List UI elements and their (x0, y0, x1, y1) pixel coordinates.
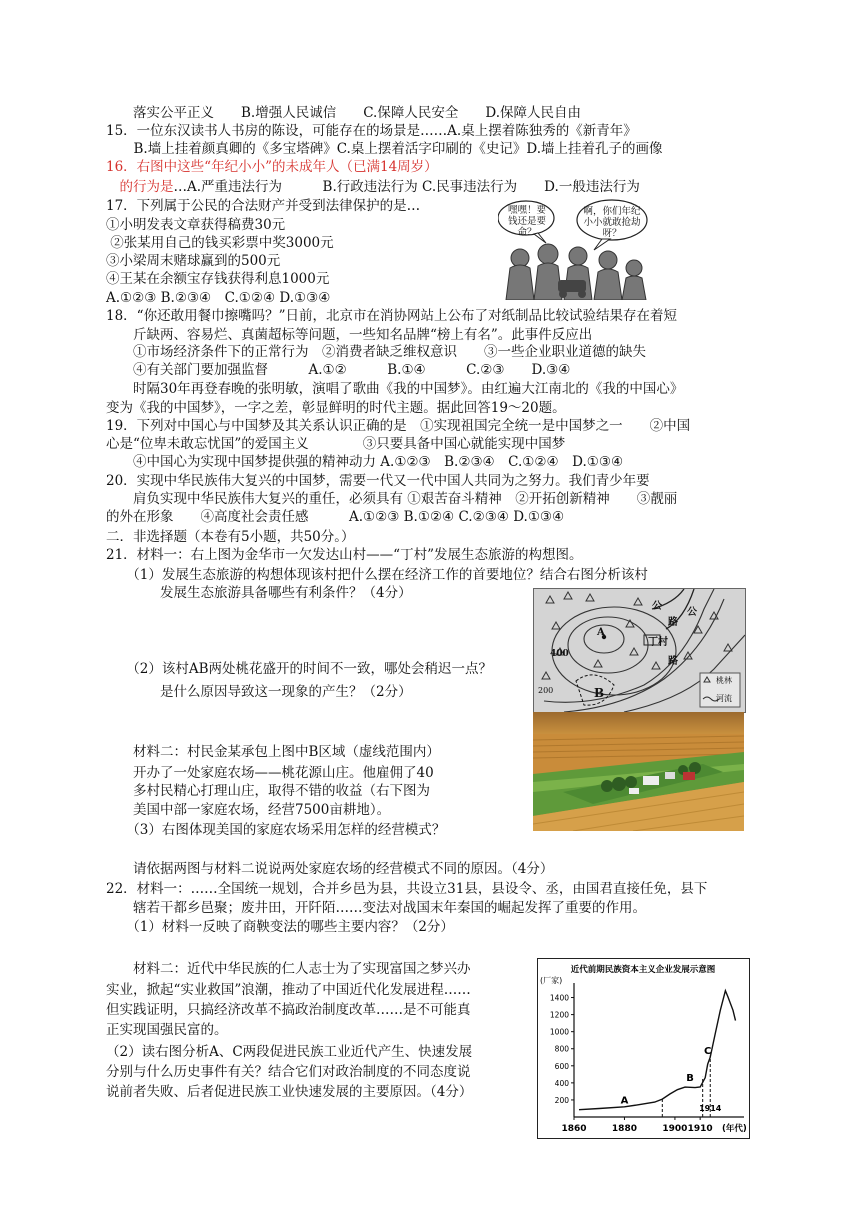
point-a-label: A (597, 627, 605, 638)
chart-y-tick-0: 200 (554, 1095, 569, 1105)
text-line-16: 时隔30年再登春晚的张明敏，演唱了歌曲《我的中国梦》。由红遍大江南北的《我的中国心》 (106, 381, 684, 397)
text-line-13: 斤缺两、容易烂、真菌超标等问题，一些知名品牌“榜上有名”。此事件反应出 (106, 327, 593, 343)
text-line-20: ④中国心为实现中国梦提供强的精神动力 A.①②③ B.②③④ C.①②④ D.①③④ (106, 454, 624, 470)
text-line-17: 变为《我的中国梦》，一字之差，彰显鲜明的时代主题。据此回答19～20题。 (106, 400, 566, 416)
road-char-1: 公 (652, 601, 662, 612)
text-line-3: B.墙上挂着颜真卿的《多宝塔碑》C.桌上摆着活字印刷的《史记》D.墙上挂着孔子的画像 (120, 141, 663, 157)
bubble-right-text: 啊，你们年纪小小就敢抢劫呀？ (583, 206, 641, 239)
contour-map (533, 588, 746, 713)
chart-y-tick-5: 1200 (549, 1010, 569, 1020)
text-line-9: ③小梁周末赌球赢到的500元 (106, 253, 281, 269)
text-line-22: 肩负实现中华民族伟大复兴的重任，必须具有 ①艰苦奋斗精神 ②开拓创新精神 ③靓丽 (106, 491, 678, 507)
chart-segment-label-A: A (620, 1095, 629, 1107)
village-label: 丁村 (648, 637, 668, 648)
text-line-23: 的外在形象 ④高度社会责任感 A.①②③ B.①②④ C.②③④ D.①③④ (106, 509, 565, 525)
text-line-1: 落实公平正义 B.增强人民诚信 C.保障人民安全 D.保障人民自由 (133, 105, 581, 121)
text-line-38: （1）材料一反映了商鞅变法的哪些主要内容？（2分） (106, 919, 454, 935)
text-line-11: A.①②③ B.②③④ C.①②④ D.①③④ (106, 290, 331, 306)
text-line-12: 18．“你还敢用餐巾擦嘴吗？”日前，北京市在消协网站上公布了对纸制品比较试验结果存在着短 (106, 308, 677, 324)
text-line-2: 15．一位东汉读书人书房的陈设，可能存在的场景是……A.桌上摆着陈独秀的《新青年》 (106, 123, 637, 139)
bubble-left-text: 嘿嘿！要钱还是要命？ (507, 205, 546, 238)
chart-ylabel: (厂家) (540, 976, 563, 985)
chart-x-tick-3: 1910 (687, 1124, 713, 1134)
text-line-19: 心是“位卑未敢忘忧国”的爱国主义 ③只要具备中国心就能实现中国梦 (106, 436, 566, 452)
text-line-25: 21．材料一：右上图为金华市一欠发达山村——“丁村”发展生态旅游的构想图。 (106, 547, 583, 563)
text-line-35: 请依据两图与材料二说说两处家庭农场的经营模式不同的原因。（4分） (106, 861, 554, 877)
text-line-21: 20．实现中华民族伟大复兴的中国梦，需要一代又一代中国人共同为之努力。我们青少年要 (106, 473, 650, 489)
text-line-18: 19．下列对中国心与中国梦及其关系认识正确的是 ①实现祖国完全统一是中国梦之一 ②中国 (106, 418, 691, 434)
text-line-5-red-part: 的行为是 (106, 179, 174, 195)
text-line-5 (106, 178, 640, 196)
text-line-36: 22．材料一：……全国统一规划，合并乡邑为县，共设立31县，县设令、丞，由国君直接任免，县下 (106, 881, 708, 897)
text-line-31: 开办了一处家庭农场——桃花源山庄。他雇佣了40 (106, 765, 434, 781)
text-line-34: （3）右图体现美国的家庭农场采用怎样的经营模式？ (106, 822, 446, 838)
chart-annotation-1914: 1914 (699, 1104, 722, 1113)
text-line-15: ④有关部门要加强监督 A.①② B.①④ C.②③ D.③④ (106, 362, 571, 378)
text-line-45: 说前者失败、后者促进民族工业快速发展的主要原因。（4分） (106, 1084, 473, 1100)
chart-x-tick-2: 1900 (662, 1124, 688, 1134)
text-line-28: （2）该村AB两处桃花盛开的时间不一致，哪处会稍迟一点？ (106, 661, 493, 677)
text-line-27: 发展生态旅游具备哪些有利条件？（4分） (106, 585, 412, 601)
text-line-43: （2）读右图分析A、C两段促进民族工业近代产生、快速发展 (106, 1044, 473, 1060)
text-line-42: 正实现国强民富的。 (106, 1022, 228, 1038)
us-family-farm-photo (533, 712, 744, 831)
chart-y-tick-3: 800 (554, 1044, 569, 1054)
contour-label-400: 400 (550, 649, 569, 659)
text-line-7: ①小明发表文章获得稿费30元 (106, 217, 286, 233)
text-line-37: 辖若干都乡邑聚；废井田，开阡陌……变法对战国末年秦国的崛起发挥了重要的作用。 (106, 900, 646, 916)
text-line-33: 美国中部一家庭农场，经营7500亩耕地）。 (106, 802, 391, 818)
chart-segment-label-B: B (686, 1073, 694, 1085)
chart-y-tick-6: 1400 (549, 993, 569, 1003)
text-line-30: 材料二：村民金某承包上图中B区域（虚线范围内） (106, 744, 440, 760)
text-line-8: ②张某用自己的钱买彩票中奖3000元 (106, 235, 334, 251)
chart-plot (538, 959, 749, 1138)
text-line-41: 但实践证明，只搞经济改革不搞政治制度改革……是不可能真 (106, 1002, 471, 1018)
road-char-2: 公 (687, 607, 697, 618)
road-char-3: 路 (668, 617, 678, 628)
text-line-5-rest: …A.严重违法行为 B.行政违法行为 C.民事违法行为 D.一般违法行为 (173, 179, 640, 195)
chart-xlabel: (年代) (722, 1124, 747, 1134)
text-line-32: 多村民精心打理山庄，取得不错的收益（右下图为 (106, 783, 430, 799)
text-line-24: 二．非选择题（本卷有5小题，共50分。） (106, 529, 355, 545)
robbery-cartoon (498, 198, 648, 300)
chart-segment-label-C: C (704, 1045, 712, 1057)
legend-river: 河流 (716, 694, 732, 703)
chart-x-tick-1: 1880 (611, 1124, 637, 1134)
enterprise-development-chart (537, 958, 750, 1139)
contour-label-200: 200 (538, 686, 554, 695)
text-line-44: 分别与什么历史事件有关？结合它们对政治制度的不同态度说 (106, 1064, 471, 1080)
chart-y-tick-4: 1000 (549, 1027, 569, 1037)
chart-y-tick-1: 400 (554, 1078, 569, 1088)
chart-x-tick-0: 1860 (561, 1124, 587, 1134)
text-line-29: 是什么原因导致这一现象的产生？（2分） (106, 684, 412, 700)
text-line-26: （1）发展生态旅游的构想体现该村把什么摆在经济工作的首要地位？结合右图分析该村 (106, 567, 648, 583)
text-line-6: 17．下列属于公民的合法财产并受到法律保护的是… (106, 198, 421, 214)
chart-y-tick-2: 600 (554, 1061, 569, 1071)
text-line-14: ①市场经济条件下的正常行为 ②消费者缺乏维权意识 ③一些企业职业道德的缺失 (106, 344, 646, 360)
text-line-10: ④王某在余额宝存钱获得利息1000元 (106, 271, 330, 287)
legend-peach: 桃林 (716, 676, 732, 685)
text-line-39: 材料二：近代中华民族的仁人志士为了实现富国之梦兴办 (106, 961, 471, 977)
road-char-4: 路 (668, 656, 678, 667)
text-line-4: 16．右图中这些“年纪小小”的未成年人（已满14周岁） (106, 159, 438, 175)
chart-series-line (579, 991, 736, 1110)
point-b-label: B (594, 686, 605, 700)
text-line-40: 实业，掀起“实业救国”浪潮，推动了中国近代化发展进程…… (106, 982, 471, 998)
chart-title: 近代前期民族资本主义企业发展示意图 (570, 965, 716, 975)
